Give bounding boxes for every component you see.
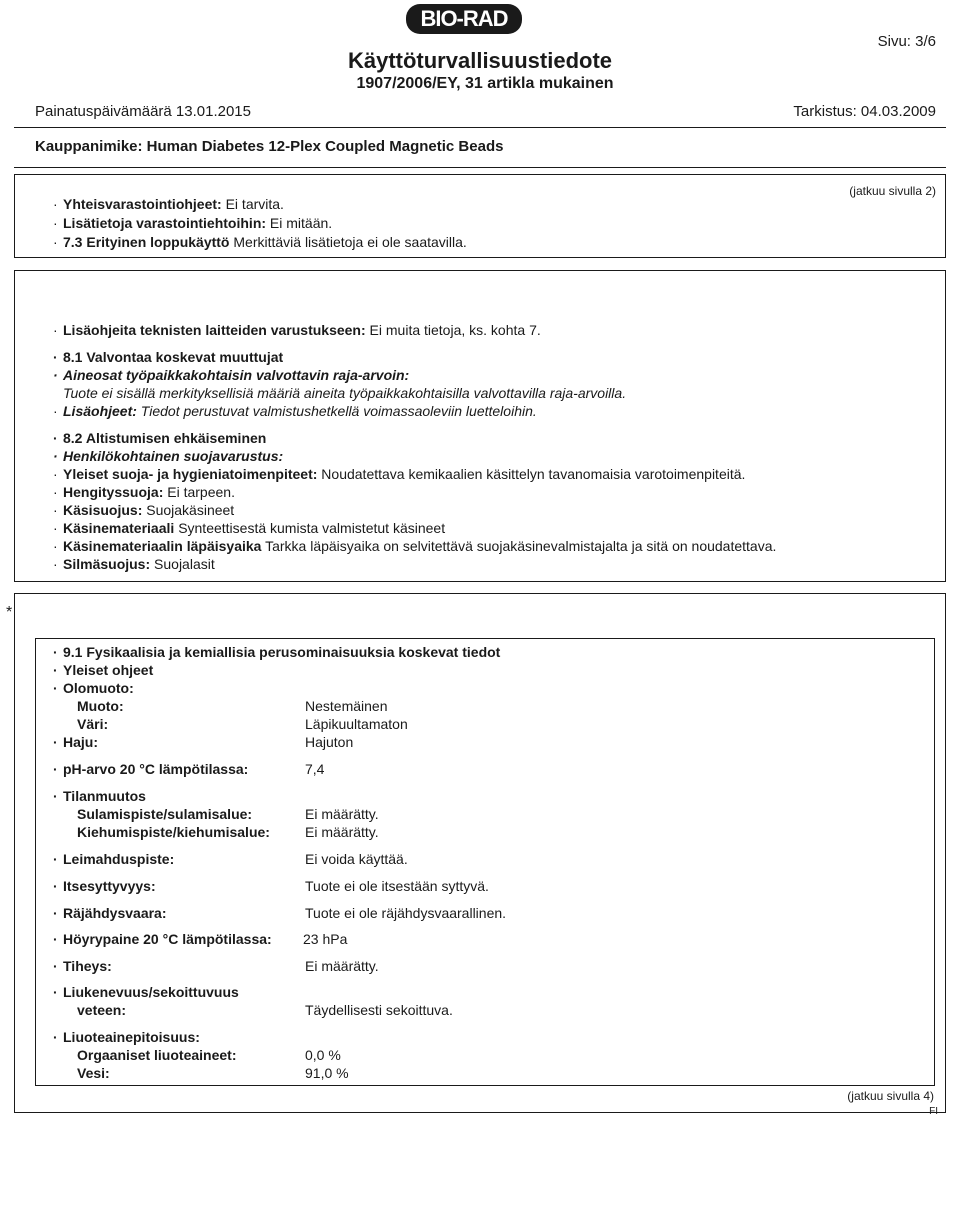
- vapor-pressure-label: · Höyrypaine 20 °C lämpötilassa:: [53, 931, 272, 947]
- appearance-label: Muoto:: [77, 698, 124, 714]
- components-text: Tuote ei sisällä merkityksellisiä määriä aineita työpaikkakohtaisilla valvottavilla raja-arvoilla.: [63, 385, 627, 401]
- list-item: · Hengityssuoja: Ei tarpeen.: [53, 484, 235, 500]
- subsection-8-2: · 8.2 Altistumisen ehkäiseminen: [53, 430, 267, 446]
- color-value: Läpikuultamaton: [305, 716, 408, 732]
- boiling-label: Kiehumispiste/kiehumisalue:: [77, 824, 270, 840]
- water-content-value: 91,0 %: [305, 1065, 349, 1081]
- document-title: Käyttöturvallisuustiedote: [347, 48, 613, 73]
- appearance-value: Nestemäinen: [305, 698, 388, 714]
- language-code: FI: [929, 1106, 938, 1117]
- general-info: · Yleiset ohjeet: [53, 662, 154, 678]
- technical-measures: · Lisäohjeita teknisten laitteiden varustukseen: Ei muita tietoja, ks. kohta 7.: [53, 322, 541, 338]
- melting-label: Sulamispiste/sulamisalue:: [77, 806, 253, 822]
- header-divider: [14, 127, 946, 128]
- odor-value: Hajuton: [305, 734, 354, 750]
- list-item: · Yleiset suoja- ja hygieniatoimenpiteet: Noudatettava kemikaalien käsittelyn tavanomaisia varotoimenpiteitä.: [53, 466, 746, 482]
- water-label: veteen:: [77, 1002, 127, 1018]
- organic-solvents-value: 0,0 %: [305, 1047, 341, 1063]
- state-change-label: · Tilanmuutos: [53, 788, 146, 804]
- print-date: Painatuspäivämäärä 13.01.2015: [35, 103, 251, 120]
- explosion-label: · Räjähdysvaara:: [53, 905, 167, 921]
- additional-info: · Lisäohjeet: Tiedot perustuvat valmistushetkellä voimassaoleviin luetteloihin.: [53, 403, 537, 419]
- melting-value: Ei määrätty.: [305, 806, 379, 822]
- water-value: Täydellisesti sekoittuva.: [305, 1002, 453, 1018]
- list-item: · Lisätietoja varastointiehtoihin: Ei mitään.: [53, 215, 333, 231]
- continued-from: (jatkuu sivulla 2): [849, 184, 936, 198]
- subsection-9-1: · 9.1 Fysikaalisia ja kemiallisia perusominaisuuksia koskevat tiedot: [53, 644, 501, 660]
- page-number: Sivu: 3/6: [877, 33, 936, 50]
- self-ignition-value: Tuote ei ole itsestään syttyvä.: [305, 878, 489, 894]
- header-divider: [14, 167, 946, 168]
- product-name: Kauppanimike: Human Diabetes 12-Plex Coupled Magnetic Beads: [35, 138, 504, 155]
- revision-date: Tarkistus: 04.03.2009: [793, 103, 936, 120]
- list-item: · Käsinemateriaalin läpäisyaika Tarkka läpäisyaika on selvitettävä suojakäsinevalmistajalta ja sitä on noudatettava.: [53, 538, 777, 554]
- continued-to: (jatkuu sivulla 4): [847, 1089, 934, 1103]
- subsection-8-1: · 8.1 Valvontaa koskevat muuttujat: [53, 349, 284, 365]
- components-label: · Aineosat työpaikkakohtaisin valvottavin raja-arvoin:: [53, 367, 410, 383]
- list-item: · 7.3 Erityinen loppukäyttö Merkittäviä lisätietoja ei ole saatavilla.: [53, 234, 467, 250]
- self-ignition-label: · Itsesyttyvyys:: [53, 878, 156, 894]
- odor-label: · Haju:: [53, 734, 98, 750]
- bio-rad-logo: BIO-RAD: [406, 4, 522, 34]
- form-label: · Olomuoto:: [53, 680, 134, 696]
- change-marker: *: [6, 604, 13, 621]
- list-item: · Yhteisvarastointiohjeet: Ei tarvita.: [53, 196, 284, 212]
- organic-solvents-label: Orgaaniset liuoteaineet:: [77, 1047, 237, 1063]
- density-value: Ei määrätty.: [305, 958, 379, 974]
- flash-point-value: Ei voida käyttää.: [305, 851, 408, 867]
- solubility-label: · Liukenevuus/sekoittuvuus: [53, 984, 239, 1000]
- color-label: Väri:: [77, 716, 109, 732]
- list-item: · Käsinemateriaali Synteettisestä kumista valmistetut käsineet: [53, 520, 446, 536]
- list-item: · Käsisuojus: Suojakäsineet: [53, 502, 235, 518]
- flash-point-label: · Leimahduspiste:: [53, 851, 175, 867]
- solvent-label: · Liuoteainepitoisuus:: [53, 1029, 200, 1045]
- ph-value: 7,4: [305, 761, 325, 777]
- ph-label: · pH-arvo 20 °C lämpötilassa:: [53, 761, 249, 777]
- document-subtitle: 1907/2006/EY, 31 artikla mukainen: [356, 75, 614, 92]
- ppe-label: · Henkilökohtainen suojavarustus:: [53, 448, 284, 464]
- list-item: · Silmäsuojus: Suojalasit: [53, 556, 215, 572]
- vapor-pressure-value: 23 hPa: [303, 931, 348, 947]
- boiling-value: Ei määrätty.: [305, 824, 379, 840]
- water-content-label: Vesi:: [77, 1065, 110, 1081]
- explosion-value: Tuote ei ole räjähdysvaarallinen.: [305, 905, 507, 921]
- density-label: · Tiheys:: [53, 958, 112, 974]
